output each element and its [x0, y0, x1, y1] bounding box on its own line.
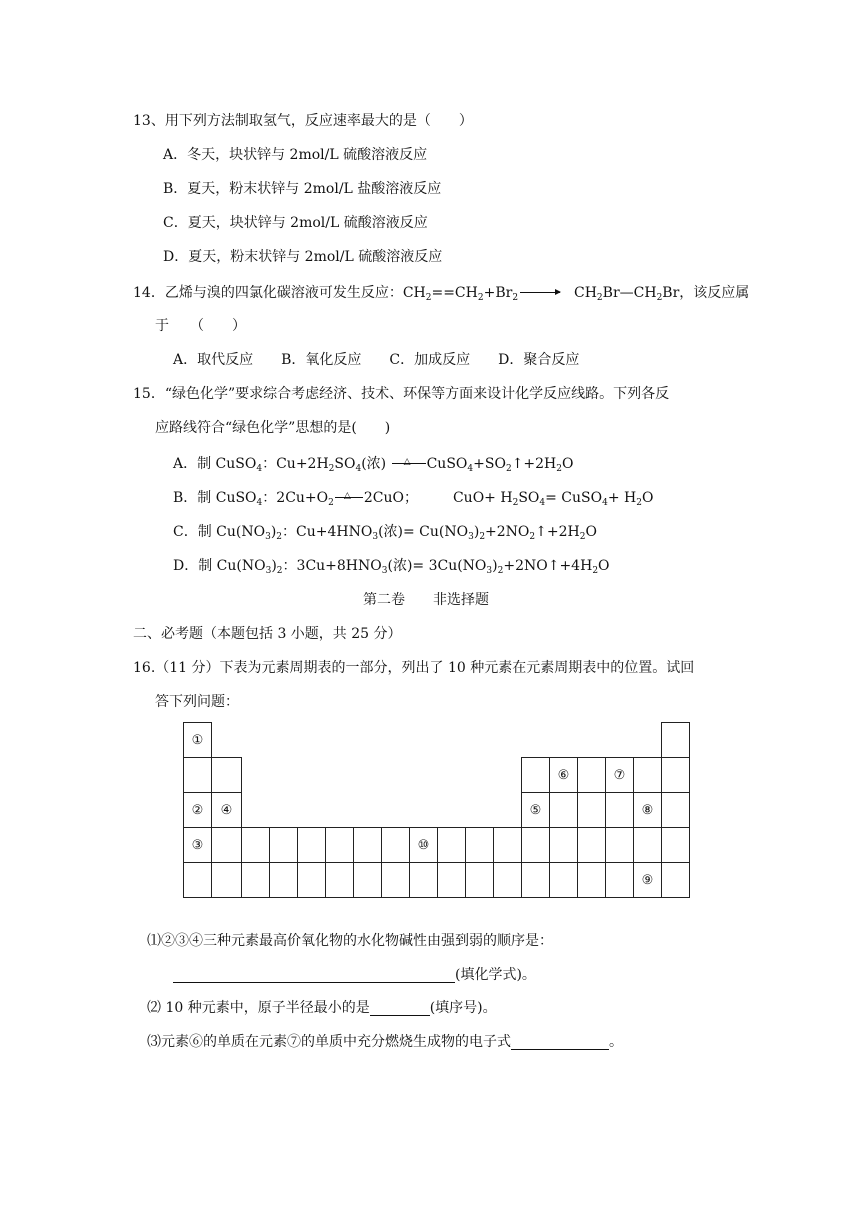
- cell-mark-1: ①: [184, 723, 212, 758]
- section-title: 第二卷 非选择题: [363, 592, 489, 608]
- cell-mark-9: ⑨: [634, 863, 662, 898]
- q13-option-d: D．夏天，粉末状锌与 2mol/L 硫酸溶液反应: [163, 249, 443, 265]
- q16-stem-cont: 答下列问题：: [155, 694, 239, 710]
- q15-option-a: A．制 CuSO$_4$：$Cu+2H_2SO_4$(浓) △ $CuSO_4+SO_2↑+2H_2O$: [173, 456, 574, 474]
- q16-sub3: ⑶元素⑥的单质在元素⑦的单质中充分燃烧生成物的电子式 。: [147, 1034, 623, 1050]
- q16-sub2: ⑵ 10 种元素中，原子半径最小的是 (填序号)。: [147, 1000, 497, 1016]
- q15-stem: 15．“绿色化学”要求综合考虑经济、技术、环保等方面来设计化学反应线路。下列各反: [133, 386, 670, 402]
- reaction-arrow-icon: [520, 292, 560, 293]
- cell-mark-3: ③: [184, 828, 212, 863]
- q14-stem-cont: 于 （ ）: [155, 318, 246, 334]
- q15-option-d: D．制 $Cu(NO_3)_2$：$3Cu+8HNO_3$(浓)= $3Cu(NO_3)_2+2NO↑+4H_2O$: [173, 558, 610, 576]
- answer-blank-1[interactable]: [173, 966, 455, 983]
- q13-option-a: A．冬天，块状锌与 2mol/L 硫酸溶液反应: [163, 147, 428, 163]
- cell-mark-10: ⑩: [410, 828, 438, 863]
- q15-stem-cont: 应路线符合“绿色化学”思想的是( ): [155, 420, 391, 436]
- cell-mark-7: ⑦: [606, 758, 634, 793]
- q13-stem: 13、用下列方法制取氢气，反应速率最大的是（ ）: [133, 113, 473, 129]
- q14-stem: 14．乙烯与溴的四氯化碳溶液可发生反应：$CH_2==CH_2+Br_2$: [133, 283, 562, 303]
- cell-mark-6: ⑥: [550, 758, 578, 793]
- answer-blank-3[interactable]: [511, 1033, 609, 1050]
- cell-mark-2: ②: [184, 793, 212, 828]
- q14-options: A．取代反应 B．氧化反应 C．加成反应 D．聚合反应: [173, 352, 580, 368]
- q15-option-b: B．制 CuSO$_4$：$2Cu+O_2$ △ 2CuO； $CuO+ H_2SO_4=$ CuSO$_4$+ $H_2O$: [173, 490, 654, 508]
- q16-sub1: ⑴②③④三种元素最高价氧化物的水化物碱性由强到弱的顺序是：: [147, 933, 553, 949]
- q13-option-b: B．夏天，粉末状锌与 2mol/L 盐酸溶液反应: [163, 181, 442, 197]
- q15-option-c: C．制 $Cu(NO_3)_2$：$Cu+4HNO_3$(浓)= $Cu(NO_3)_2+2NO_2↑+2H_2O$: [173, 524, 597, 542]
- section-header: 二、必考题（本题包括 3 小题，共 25 分）: [133, 626, 402, 642]
- heat-arrow-icon: △: [335, 497, 363, 498]
- cell-mark-8: ⑧: [634, 793, 662, 828]
- cell-mark-4: ④: [212, 793, 242, 828]
- q14-product: $CH_2Br—CH_2Br$，该反应属: [574, 285, 750, 303]
- q13-option-c: C．夏天，块状锌与 2mol/L 硫酸溶液反应: [163, 215, 428, 231]
- cell-mark-5: ⑤: [522, 793, 550, 828]
- q16-stem: 16.（11 分）下表为元素周期表的一部分，列出了 10 种元素在元素周期表中的位置。试回: [133, 660, 695, 676]
- q16-sub1-answer: (填化学式)。: [173, 965, 536, 985]
- answer-blank-2[interactable]: [370, 999, 430, 1016]
- periodic-table-fragment: [183, 722, 690, 898]
- heat-arrow-icon: △: [392, 463, 426, 464]
